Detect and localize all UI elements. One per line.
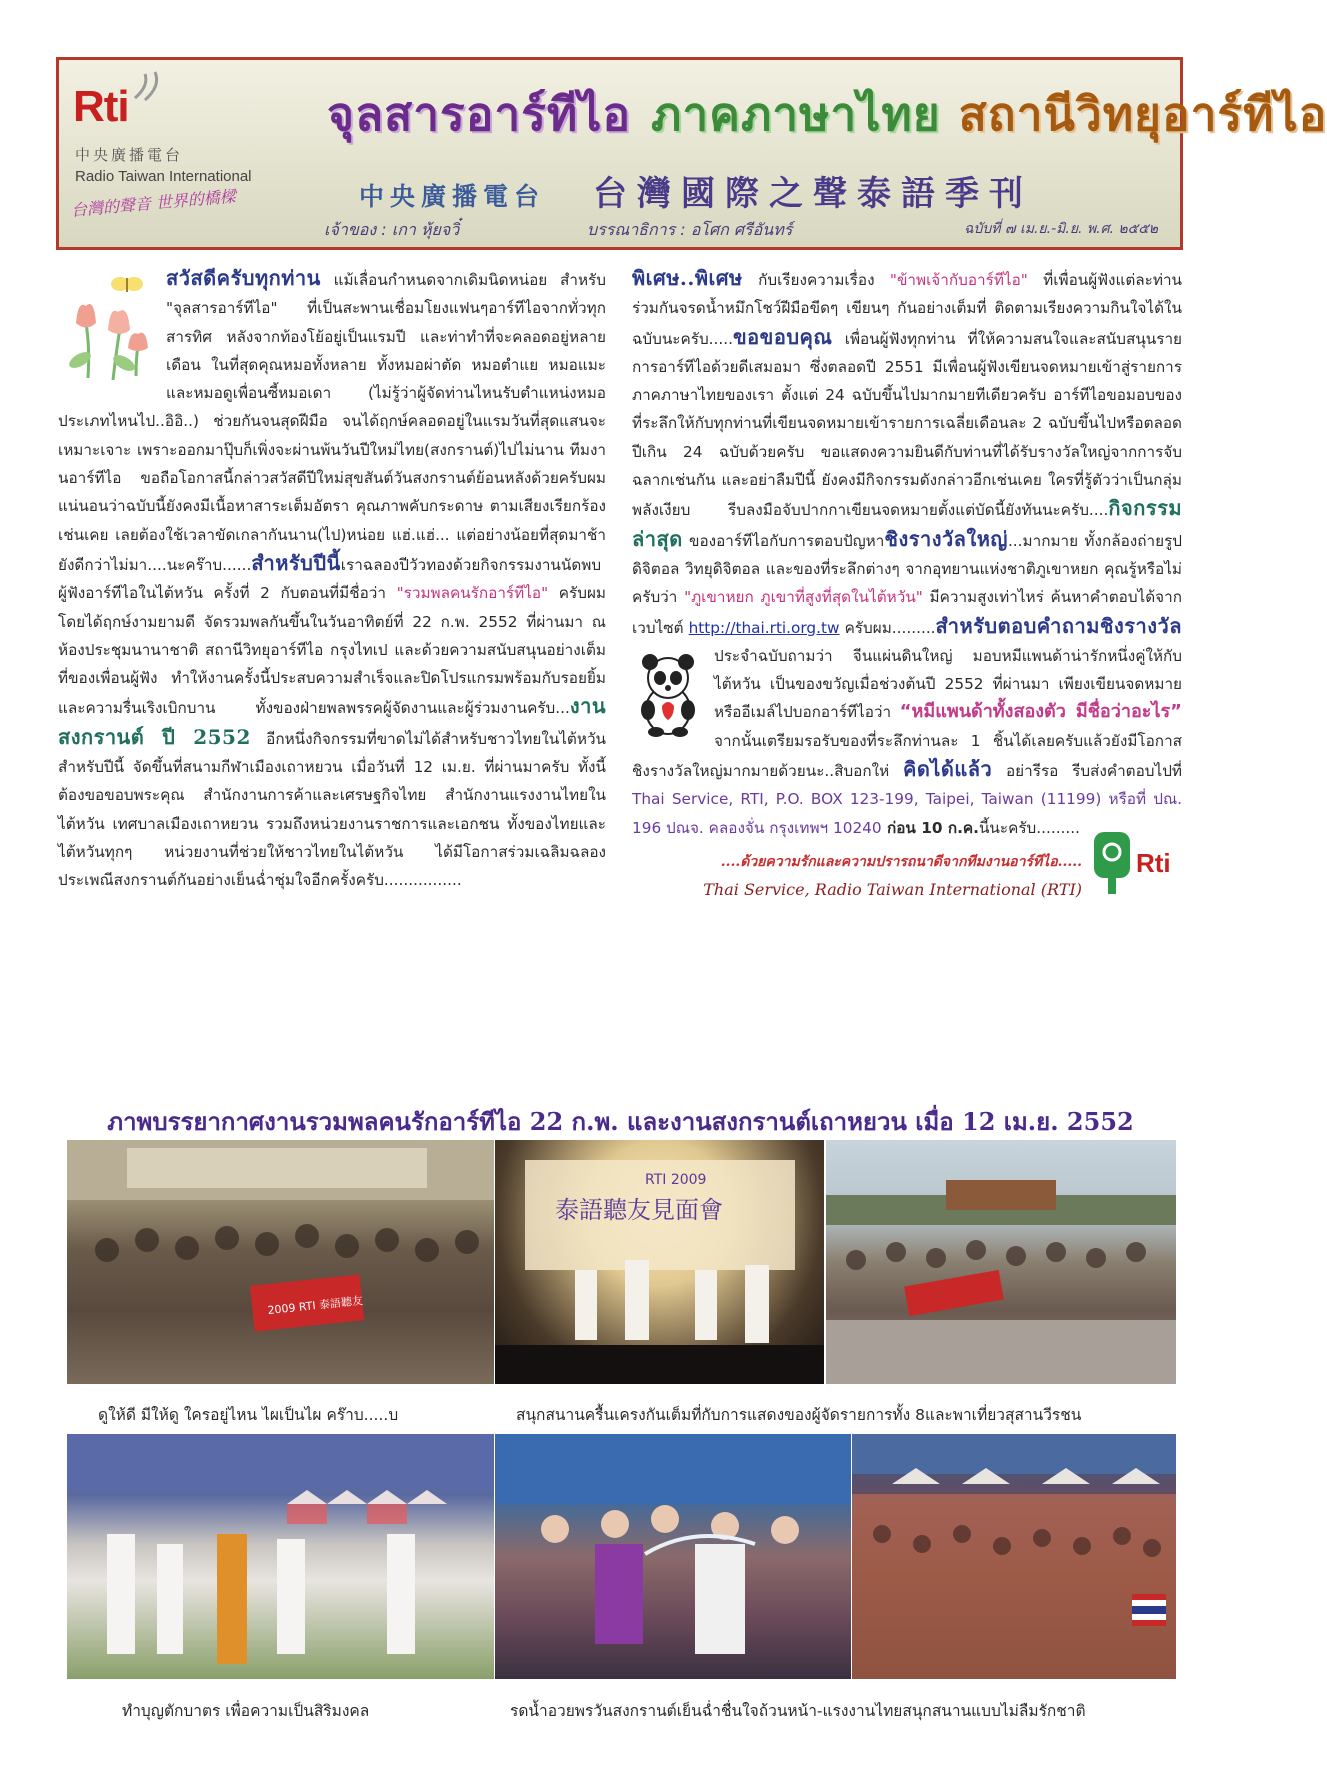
fan-meeting-text: เราฉลองปีวัวทองด้วยกิจกรรมงานนัดพบผู้ฟังอาร์ทีไอในไต้หวัน ครั้งที่ 2 กับตอนที่มีชื่อว่า [58,555,602,603]
fan-meeting-text-2: ครับผม โดยได้ฤกษ์งามยามดี จัดรวมพลกันขึ้นในวันอาทิตย์ที่ 22 ก.พ. 2552 ที่ผ่านมา ณ ห้องประชุมนานาชาติ สถานีวิทยุอาร์ทีไอ กรุงไทเป และด้วยความสนับสนุนอย่างเต็มที่ของเพื่อนผู้ฟัง ทำให้งานครั้งนี้ประสบความสำเร็จและปิดโปรแกรมพร้อมกับรอยยิ้มและความรื่นเริงเบิกบาน ทั้งของฝ่ายพลพรรคผู้จัดงานและผู้ร่วมงานครับ... [58,584,606,718]
rti-logo [69,78,324,243]
essay-title: "ข้าพเจ้ากับอาร์ทีไอ" [889,271,1028,289]
prize-quiz-text: ประจำฉบับถามว่า จีนแผ่นดินใหญ่ มอบหมีแพนด้าน่ารักหนึ่งคู่ให้กับไต้หวัน เป็นของขวัญเมื่อช่วงต้นปี 2552 ที่ผ่านมา เพียงเขียนจดหมายหรืออีเมล์ไปบอกอาร์ทีไอว่า [714,646,1182,722]
photo-stage-show [495,1140,824,1384]
photo-songkran-crowd [852,1434,1176,1679]
butterfly-icon [111,277,143,292]
stage-banner-line-2: 泰語聽友見面會 [555,1196,723,1224]
thank-you-heading: ขอขอบคุณ [732,324,833,349]
rti-slogan: 台灣的聲音 世界的橋樑 [70,186,237,220]
songkran-heading: งานสงกรานต์ ปี 2552 [58,694,606,749]
songkran-paragraph: อีกหนึ่งกิจกรรมที่ขาดไม่ได้สำหรับชาวไทยในไต้หวัน สำหรับปีนี้ จัดขึ้นที่สนามกีฬาเมืองเถาหยวน เมื่อวันที่ 12 เม.ย. ที่ผ่านมาครับ ทั้งนี้ ต้องขอขอบพระคุณ สำนักงานการค้าและเศรษฐกิจไทย สำนักงานแรงงานไทยในไต้หวัน เทศบาลเมืองเถาหยวน รวมถึงหน่วยงานราชการและเอกชน ทั้งของไทยและไต้หวันทุกๆ หน่วยงานที่ช่วยให้ชาวไทยในไต้หวัน ได้มีโอกาสร่วมเฉลิมฉลองประเพณีสงกรานต์กันอย่างเย็นฉ่ำชุ่มใจอีกครั้งครับ................ [58,729,606,890]
editor-credit: บรรณาธิการ : อโศก ศรีอันทร์ [587,220,793,239]
event-name: "รวมพลคนรักอาร์ทีไอ" [396,584,549,603]
quiz-text-3: มีความสูงเท่าไหร่ ค้นหาคำตอบได้จากเวบไซต์ [632,588,1182,637]
panda-icon [632,648,704,738]
essay-text: ที่เพื่อนผู้ฟังแต่ละท่าน ร่วมกันจรดน้ำหมึกโชว์ฝีมือขีดๆ เขียนๆ กันอย่างเต็มที่ ติดตามเรียงความกินใจได้ในฉบับนะครับ..... [632,271,1183,348]
rti-logo-chinese: 中央廣播電台 [75,146,184,164]
greeting-heading: สวัสดีครับทุกท่าน [166,266,321,290]
photo-group-gathering [67,1140,494,1384]
mailbox-logo-text: Rti [1136,847,1171,878]
photo-monk-alms [67,1434,494,1679]
masthead-chinese-title [359,166,1033,215]
group-banner-text: 2009 RTI 泰語聽友 [266,1294,364,1318]
station-name: สถานีวิทยุอาร์ทีไอ [958,87,1327,141]
send-answer-text-2: นี้นะครับ......... [978,818,1081,837]
mountain-question: "ภูเขาหยก ภูเขาที่สูงที่สุดในไต้หวัน" [684,588,923,607]
mailing-address: Thai Service, RTI, P.O. BOX 123-199, Taipei, Taiwan (11199) หรือที่ ปณ. 196 ปณจ. คลองจั่น กรุงเทพฯ 10240 [632,790,1182,837]
quiz-text-4: ครับผม......... [839,618,936,637]
signature-english: Thai Service, Radio Taiwan International (RTI) [703,880,1082,900]
quiz-text: ของอาร์ทีไอกับการตอบปัญหา [682,531,885,550]
special-heading: พิเศษ..พิเศษ [632,266,743,290]
photo-caption-3: ทำบุญตักบาตร เพื่อความเป็นสิริมงคล [122,1702,370,1720]
newsletter-name: จุลสารอาร์ทีไอ [327,87,632,141]
signature-block [632,848,1182,905]
masthead-title [327,78,1327,151]
panda-question: “หมีแพนด้าทั้งสองตัว มีชื่อว่าอะไร” [899,701,1182,723]
photo-caption-4: รดน้ำอวยพรวันสงกรานต์เย็นฉ่ำชื่นใจถ้วนหน้า-แรงงานไทยสนุกสนานแบบไม่ลืมรักชาติ [510,1702,1086,1720]
thank-you-paragraph: เพื่อนผู้ฟังทุกท่าน ที่ให้ความสนใจและสนับสนุนรายการอาร์ทีไอด้วยดีเสมอมา ซึ่งตลอดปี 2551 มีเพื่อนผู้ฟังเขียนจดหมายเข้าสู่รายการภาคภาษาไทยของเรา ตั้งแต่ 24 ฉบับขึ้นไปมากมายทีเดียวครับ อาร์ทีไอขอมอบของที่ระลึกให้กับทุกท่านที่เขียนจดหมายเข้ารายการเฉลี่ยเดือนละ 2 ฉบับขึ้นไปหรือตลอดปีเกิน 24 ฉบับด้วยครับ ขอแสดงความยินดีกับท่านที่ได้รับรางวัลใหญ่จากการจับฉลากเช่นกัน และอย่าลืมปีนี้ ยังคงมีกิจกรรมดังกล่าวอีกเช่นเคย ใครที่รู้ตัวว่าเป็นกลุ่มพลังเงียบ รีบลงมือจับปากกาเขียนจดหมายตั้งแต่บัดนี้ยังทันนะครับ.... [632,329,1182,520]
deadline: ก่อน 10 ก.ค. [881,818,979,837]
article-right-column [632,264,1182,905]
rti-logo-english: Radio Taiwan International [75,168,252,185]
rti-logo-text: Rti [73,82,129,131]
photo-water-blessing [495,1434,851,1679]
photo-caption-2: สนุกสนานครื้นเครงกันเต็มที่กับการแสดงของผู้จัดรายการทั้ง 8และพาเที่ยวสุสานวีรชน [516,1406,1082,1424]
masthead-banner [56,57,1327,250]
radio-wave-icon [131,72,175,102]
quiz-text-2: ...มากมาย ทั้งกล้องถ่ายรูปดิจิตอล วิทยุดิจิตอล และของที่ระลึกต่างๆ จากอุทยานแห่งชาติภูเขาหยก คุณรู้หรือไม่ครับว่า [632,531,1182,607]
chinese-station-name: 中央廣播電台 [359,182,546,211]
this-year-heading: สำหรับปีนี้ [251,550,341,575]
owner-credit: เจ้าของ : เกา หุ้ยจวิ๋ [324,220,460,239]
rti-mailbox-icon [1090,826,1182,896]
send-answer-text: อย่ารีรอ รีบส่งคำตอบไปที่ [992,762,1182,781]
signature-thai: ....ด้วยความรักและความปรารถนาดีจากทีมงานอาร์ทีไอ..... [720,853,1082,870]
stage-banner-line-1: RTI 2009 [645,1172,707,1188]
article-left-column [58,264,606,895]
chinese-quarterly-name: 台灣國際之聲泰語季刊 [593,174,1034,214]
prize-quiz-heading: สำหรับตอบคำถามชิงรางวัล [935,613,1182,638]
website-link[interactable]: http://thai.rti.org.tw [688,618,840,637]
section-name: ภาคภาษาไทย [651,87,941,141]
issue-number: ฉบับที่ ๗ เม.ย.-มิ.ย. พ.ศ. ๒๕๕๒ [964,221,1159,237]
prize-quiz-text-2: จากนั้นเตรียมรอรับของที่ระลึกท่านละ 1 ชิ้นได้เลยครับแล้วยังมีโอกาสชิงรางวัลใหญ่มากมายด้วยนะ..สิบอกให่ [632,731,1182,781]
got-it-heading: คิดได้แล้ว [902,757,993,782]
big-prize-text: ชิงรางวัลใหญ่ [884,526,1008,551]
intro-paragraph: แม้เลื่อนกำหนดจากเดิมนิดหน่อย สำหรับ "จุลสารอาร์ทีไอ" ที่เป็นสะพานเชื่อมโยงแฟนๆอาร์ทีไอจากทั่วทุกสารทิศ หลังจากท้องโย้อยู่เป็นแรมปี และท่าทำที่จะคลอดอยู่หลายเดือน ในที่สุดคุณหมอทั้งหลาย ทั้งหมอผ่าตัด หมอตำแย หมอแมะ และหมอดูเพื่อนซี้หมอเดา (ไม่รู้ว่าผู้จัดท่านไหนรับตำแหน่งหมอประเภทไหนไป..อิอิ..) ช่วยกันจนสุดฝีมือ จนได้ฤกษ์คลอดอยู่ในแรมวันที่สุดแสนจะเหมาะเจาะ เพราะออกมาปุ๊บก็เพิ่งจะผ่านพ้นวันปีใหม่ไทย(สงกรานต์)ไปไม่นาน ทีมงานอาร์ทีไอ ขอถือโอกาสนี้กล่าวสวัสดีปีใหม่สุขสันต์วันสงกรานต์ย้อนหลังด้วยครับผม แน่นอนว่าฉบับนี้ยังคงมีเนื้อหาสาระเต็มอัตรา คุณภาพคับกระดาษ ตามเสียงเรียกร้องเช่นเคย เลยต้องใช้เวลาขัดเกลากันนาน(ไป)หน่อย แฮ่.แฮ่... แต่อย่างน้อยที่สุดมาช้ายังดีกว่าไม่มา....นะคร๊าบ...... [58,271,606,574]
photo-memorial-park [826,1140,1176,1384]
essay-intro-text: กับเรียงความเรื่อง [742,271,890,289]
latest-activity-heading: กิจกรรมล่าสุด [632,496,1182,551]
tulip-flowers-icon [58,268,158,388]
photo-caption-1: ดูให้ดี มีให้ดู ใครอยู่ไหน ไผเป็นไผ คร๊าบ.....บ [98,1406,399,1424]
photo-section-title: ภาพบรรยากาศงานรวมพลคนรักอาร์ทีไอ 22 ก.พ. และงานสงกรานต์เถาหยวน เมื่อ 12 เม.ย. 2552 [107,1107,1134,1136]
